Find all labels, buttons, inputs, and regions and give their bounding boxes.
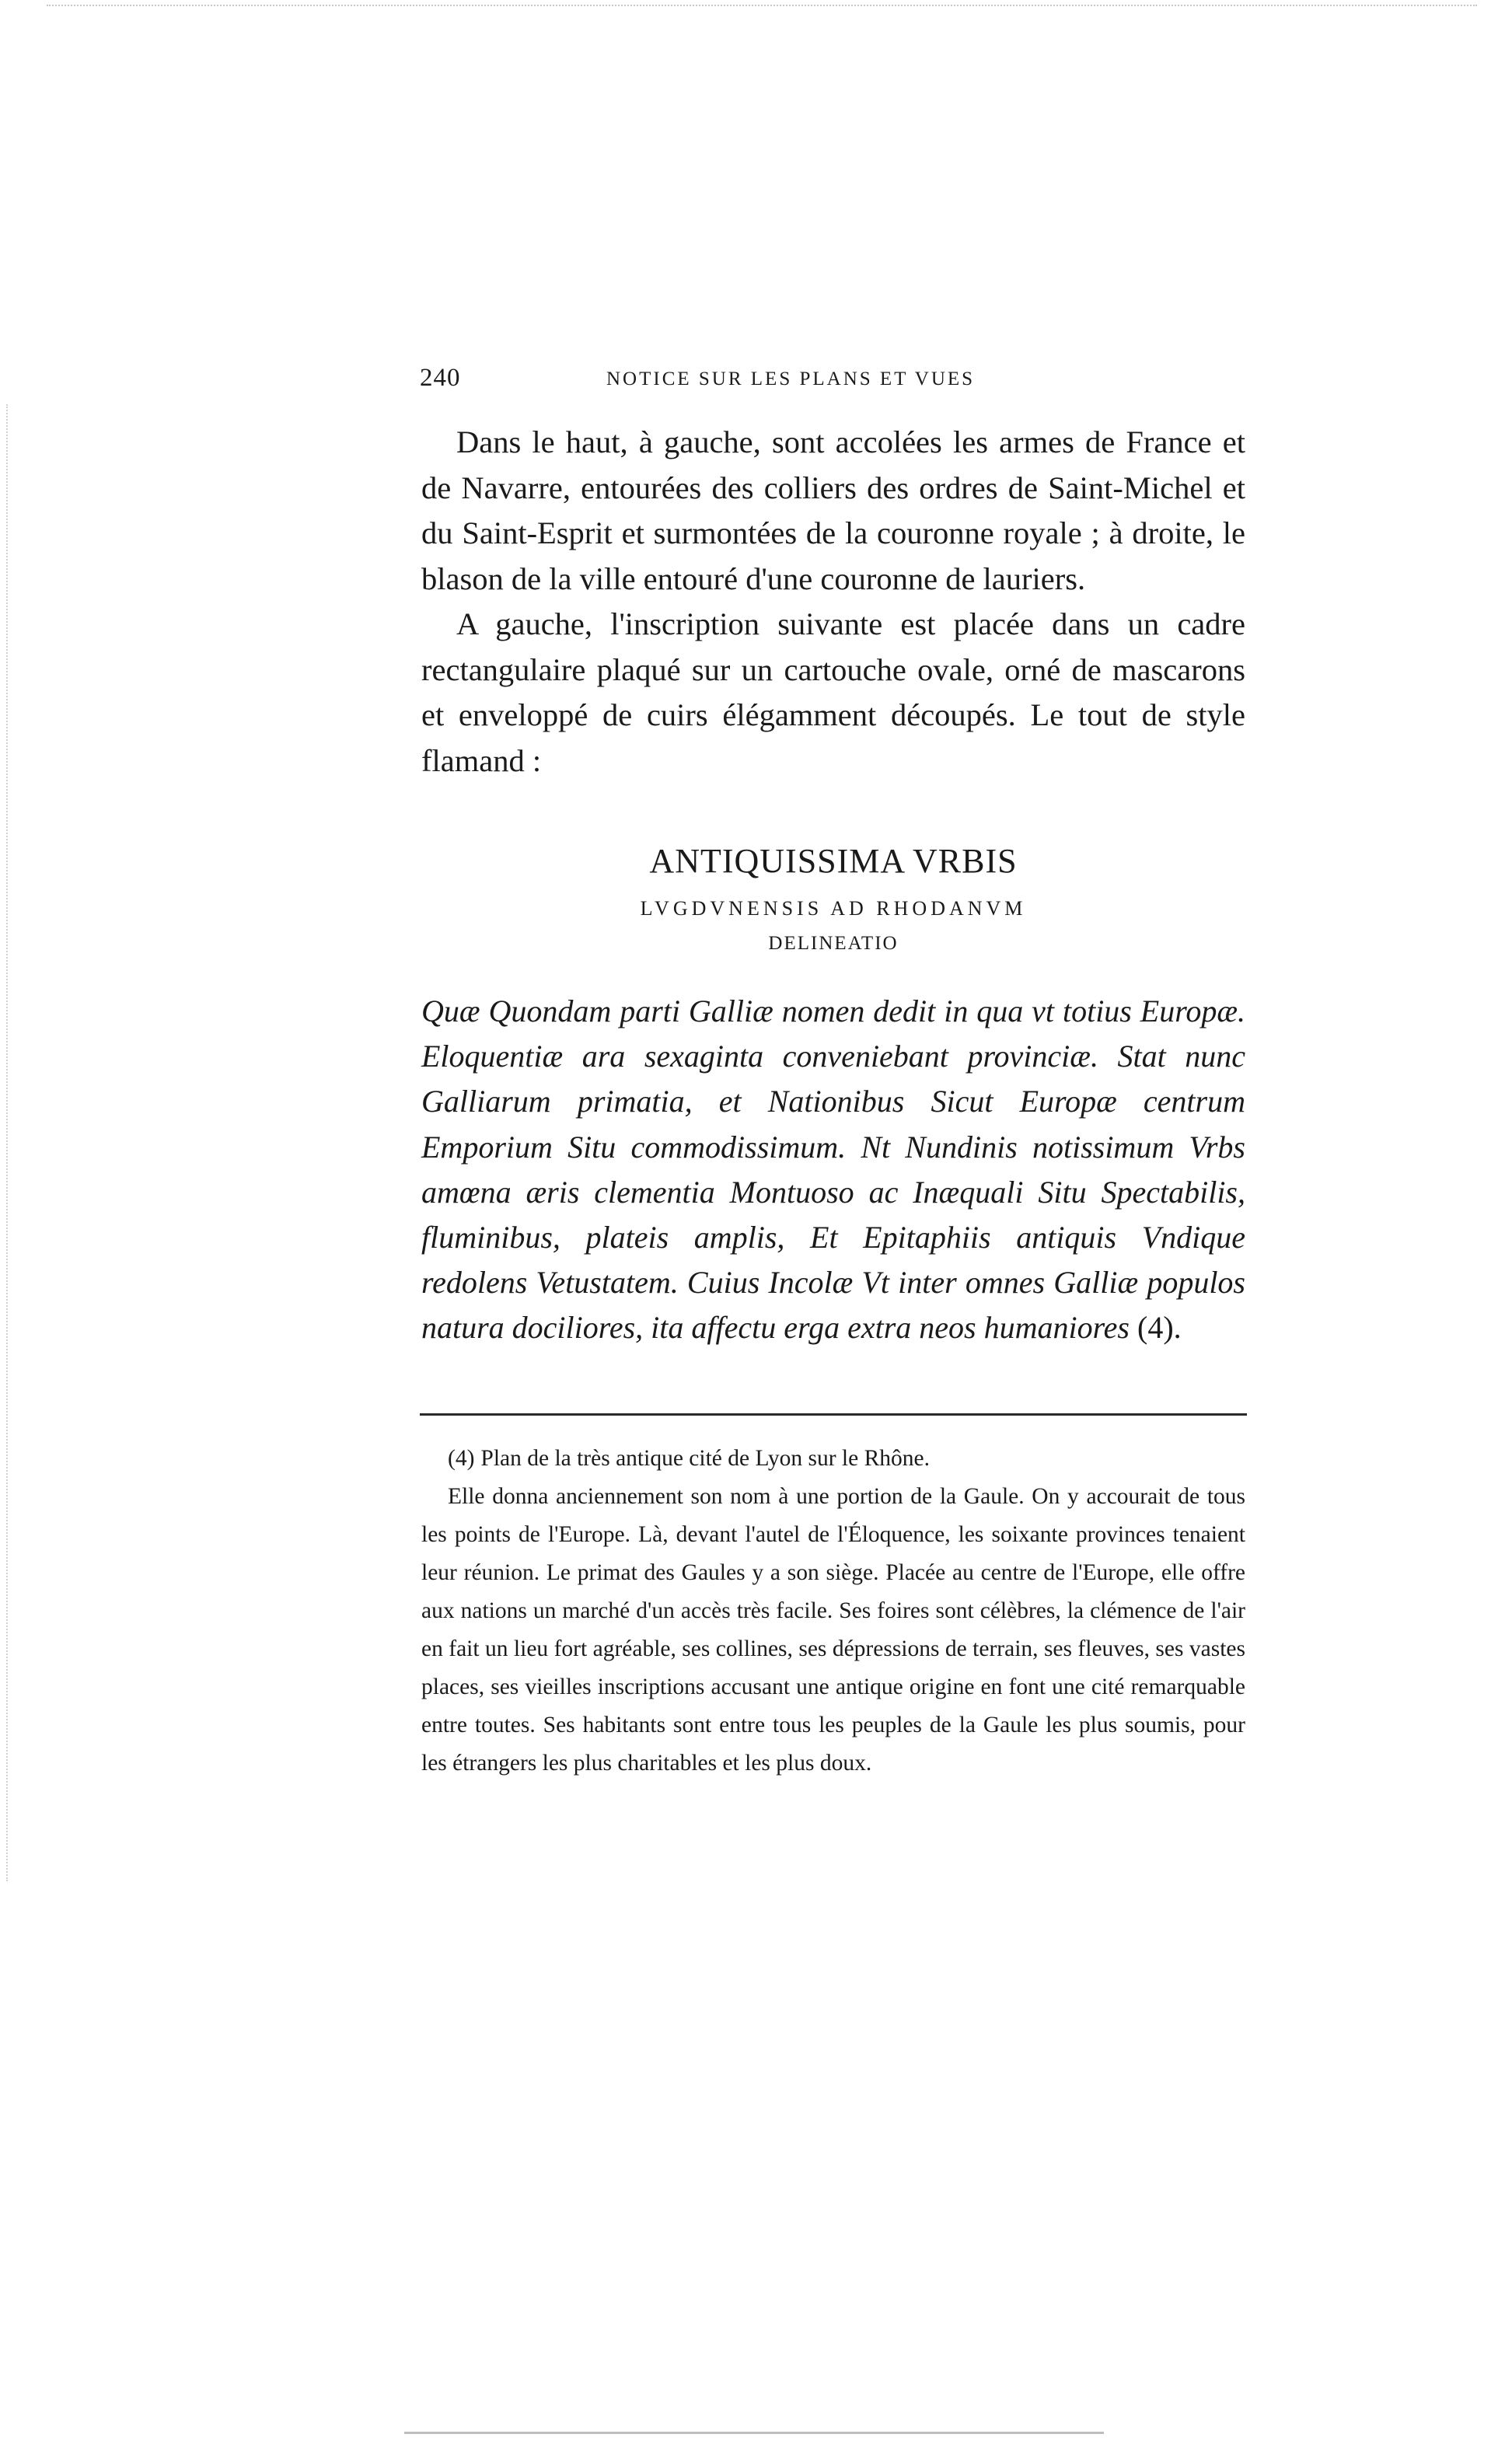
paragraph-inscription-intro: A gauche, l'inscription suivante est placée dans un cadre rectangulaire plaqué sur un cartouche ovale, orné de mascarons et enveloppé de cuirs élégamment découpés. Le tout de style flamand :	[421, 606, 1245, 778]
footnote-first-line	[421, 1440, 1245, 1478]
running-title: NOTICE SUR LES PLANS ET VUES	[606, 368, 976, 389]
scan-border-top	[47, 5, 1477, 8]
inscription-title-line-1: ANTIQUISSIMA VRBIS	[649, 842, 1018, 880]
latin-inscription	[421, 989, 1245, 1351]
scan-border-left	[6, 404, 9, 1881]
footnote-reference: (4).	[1137, 1310, 1182, 1346]
footnote-translation-title: Plan de la très antique cité de Lyon sur le Rhône.	[480, 1446, 930, 1471]
page-header	[420, 364, 1252, 395]
scan-border-bottom	[404, 2432, 1104, 2436]
paragraph-arms: Dans le haut, à gauche, sont accolées les armes de France et de Navarre, entourées des colliers des ordres de Saint-Michel et du Saint-Esprit et surmontées de la couronne royale ; à droite, le blason de la ville entouré d'une couronne de lauriers.	[421, 424, 1245, 596]
inscription-title-line-2: LVGDVNENSIS AD RHODANVM	[640, 897, 1027, 920]
latin-inscription-text: Quæ Quondam parti Galliæ nomen dedit in qua vt totius Europæ. Eloquentiæ ara sexaginta conveniebant provinciæ. Stat nunc Galliarum primatia, et Nationibus Sicut Europæ centrum Emporium Situ commodissimum. Nt Nundinis notissimum Vrbs amœna æris clementia Montuoso ac Inæquali Situ Spectabilis, fluminibus, plateis amplis, Et Epitaphiis antiquis Vndique redolens Vetustatem. Cuius Incolæ Vt inter omnes Galliæ populos natura dociliores, ita affectu erga extra neos humaniores	[421, 994, 1245, 1346]
page-number: 240	[420, 364, 461, 392]
footnote-translation: Elle donna anciennement son nom à une portion de la Gaule. On y accourait de tous les points de l'Europe. Là, devant l'autel de l'Éloquence, les soixante provinces tenaient leur réunion. Le primat des Gaules y a son siège. Placée au centre de l'Europe, elle offre aux nations un marché d'un accès très facile. Ses foires sont célèbres, la clémence de l'air en fait un lieu fort agréable, ses collines, ses dépressions de terrain, ses fleuves, ses vastes places, ses vieilles inscriptions accusant une antique origine en font une cité remarquable entre toutes. Ses habitants sont entre tous les peuples de la Gaule les plus soumis, pour les étrangers les plus charitables et les plus doux.	[421, 1484, 1245, 1776]
footnote-marker: (4)	[448, 1446, 475, 1471]
footnote-separator	[420, 1413, 1247, 1416]
body-text	[421, 420, 1245, 784]
inscription-title-line-3: DELINEATIO	[768, 933, 899, 954]
footnote	[421, 1440, 1245, 1783]
